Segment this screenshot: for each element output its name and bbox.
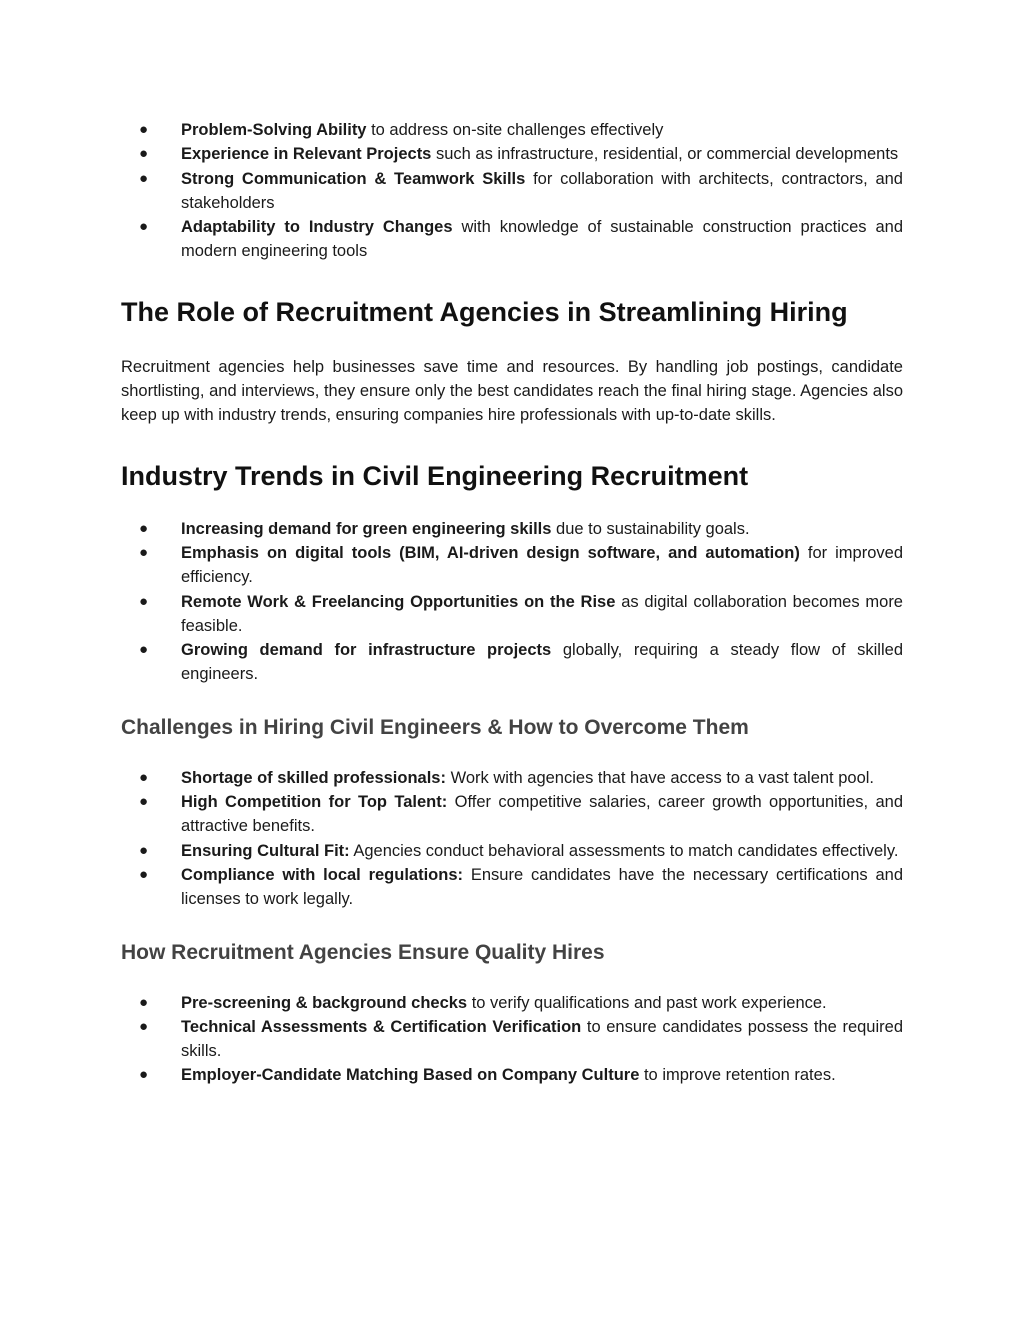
list-item-text: to improve retention rates. <box>639 1066 836 1085</box>
quality-section-heading: How Recruitment Agencies Ensure Quality Hires <box>121 940 605 964</box>
list-item <box>121 638 903 687</box>
list-item-bold: Growing demand for infrastructure projects <box>181 641 552 660</box>
list-item-bold: Technical Assessments & Certification Verification <box>181 1017 582 1036</box>
list-item-text: to verify qualifications and past work experience. <box>467 993 827 1012</box>
list-item-bold: Experience in Relevant Projects <box>181 145 432 164</box>
bullet-icon: ● <box>139 592 149 610</box>
list-item-bold: Strong Communication & Teamwork Skills <box>181 169 526 188</box>
list-item-text: Work with agencies that have access to a vast talent pool. <box>445 768 874 787</box>
list-item-bold: Shortage of skilled professionals: <box>181 768 446 787</box>
list-item-text: Offer competitive salaries, career growth opportunities, and attractive benefits. <box>181 793 903 836</box>
skills-list <box>121 118 903 264</box>
list-item-text: to address on-site challenges effectively <box>366 121 664 139</box>
bullet-icon: ● <box>139 169 149 187</box>
list-item-text: to ensure candidates possess the required skills. <box>181 1017 903 1061</box>
list-item-bold: Pre-screening & background checks <box>181 993 468 1012</box>
list-item-text: globally, requiring a steady flow of skilled engineers. <box>181 641 903 684</box>
trends-list <box>121 517 903 687</box>
document-page <box>121 118 903 1088</box>
bullet-icon: ● <box>139 768 149 786</box>
role-section-paragraph: Recruitment agencies help businesses save time and resources. By handling job postings, candidate shortlisting, and interviews, they ensure only the best candidates reach the final hiring stage. Agencies also keep up with industry trends, ensuring companies hire professionals with up-to-date skills. <box>121 357 903 425</box>
list-item-bold: Increasing demand for green engineering skills <box>181 519 552 538</box>
list-item <box>121 790 903 839</box>
list-item-text: such as infrastructure, residential, or commercial developments <box>431 145 899 164</box>
list-item <box>121 1063 903 1087</box>
list-item-text: due to sustainability goals. <box>551 519 750 538</box>
list-item <box>121 590 903 639</box>
list-item <box>121 142 903 166</box>
list-item-bold: Adaptability to Industry Changes <box>181 218 453 237</box>
bullet-icon: ● <box>139 543 149 561</box>
list-item-text: Ensure candidates have the necessary certifications and licenses to work legally. <box>181 865 904 909</box>
bullet-icon: ● <box>139 121 149 138</box>
list-item-bold: Employer-Candidate Matching Based on Company Culture <box>181 1066 640 1085</box>
list-item <box>121 839 903 863</box>
bullet-icon: ● <box>139 519 149 537</box>
list-item <box>121 766 903 790</box>
quality-list <box>121 991 903 1088</box>
bullet-icon: ● <box>139 1066 149 1084</box>
list-item-text: with knowledge of sustainable construction practices and modern engineering tools <box>181 218 903 261</box>
bullet-icon: ● <box>139 793 149 811</box>
list-item-bold: Ensuring Cultural Fit: <box>181 841 350 860</box>
bullet-icon: ● <box>139 1017 149 1035</box>
challenges-list <box>121 766 903 912</box>
list-item-text: for improved efficiency. <box>181 543 903 587</box>
bullet-icon: ● <box>139 841 149 859</box>
list-item-text: for collaboration with architects, contractors, and stakeholders <box>181 169 903 212</box>
list-item <box>121 541 903 590</box>
bullet-icon: ● <box>139 218 149 236</box>
bullet-icon: ● <box>139 641 149 659</box>
list-item <box>121 1015 903 1064</box>
list-item <box>121 863 903 912</box>
list-item <box>121 517 903 541</box>
bullet-icon: ● <box>139 865 149 883</box>
list-item-text: as digital collaboration becomes more feasible. <box>181 592 903 635</box>
list-item <box>121 118 903 142</box>
list-item <box>121 167 903 216</box>
list-item-bold: Remote Work & Freelancing Opportunities on the Rise <box>181 592 616 611</box>
trends-section-heading: Industry Trends in Civil Engineering Recruitment <box>121 460 749 491</box>
list-item <box>121 991 903 1015</box>
list-item-bold: Compliance with local regulations: <box>181 865 464 884</box>
list-item-text: Agencies conduct behavioral assessments to match candidates effectively. <box>349 841 899 860</box>
list-item-bold: Emphasis on digital tools (BIM, AI-driven design software, and automation) <box>181 543 800 562</box>
challenges-section-heading: Challenges in Hiring Civil Engineers & How to Overcome Them <box>121 715 749 739</box>
list-item-bold: High Competition for Top Talent: <box>181 793 448 812</box>
bullet-icon: ● <box>139 993 149 1011</box>
role-section-heading: The Role of Recruitment Agencies in Streamlining Hiring <box>121 296 848 327</box>
list-item-bold: Problem-Solving Ability <box>181 121 367 139</box>
list-item <box>121 215 903 264</box>
bullet-icon: ● <box>139 145 149 163</box>
